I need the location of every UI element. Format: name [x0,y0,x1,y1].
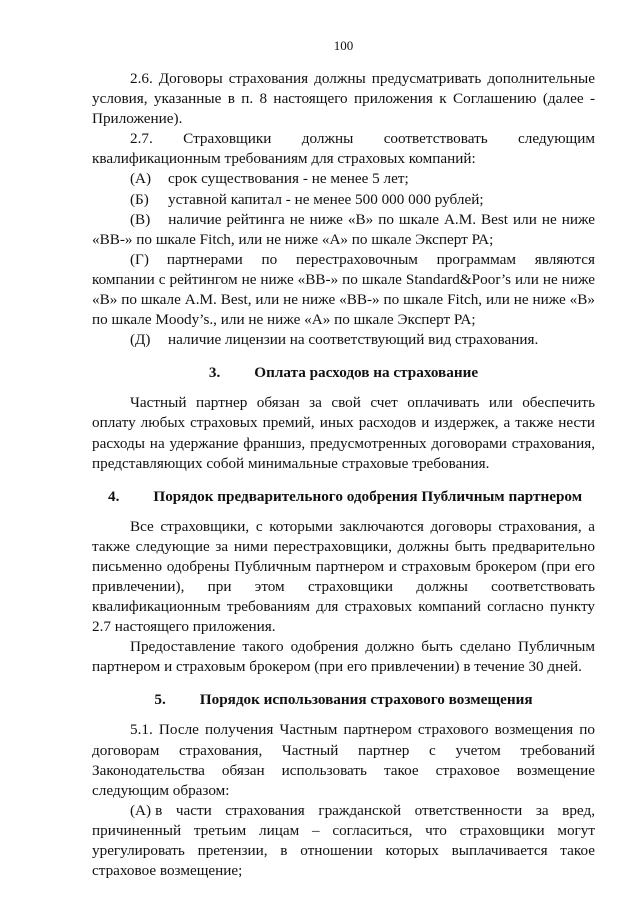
section-number: 4. [108,487,120,505]
section-3-paragraph: Частный партнер обязан за свой счет оплачивать или обеспечить оплату любых страховых премий, иных расходов и издержек, а также нести расходы на удержание франшиз, предусмотренных договорами страхования, представляющих собой минимальные страховые требования. [92,394,595,472]
paragraph-2-7: 2.7. Страховщики должны соответствовать следующим квалификационным требованиям для страховых компаний: [92,130,595,168]
page-content [92,69,595,881]
list-item-b [92,190,595,210]
section-title: Оплата расходов на страхование [254,364,479,382]
list-item-marker: (А) [130,801,152,819]
section-5-item-a [92,801,595,881]
section-title: Порядок предварительного одобрения Публичным партнером [153,487,583,505]
list-item-text: партнерами по перестраховочным программам являются компании с рейтингом не ниже «BB-» по шкале Standard&Poor’s или не ниже «B» по шкале A.M. Best, или не ниже «BB-» по шкале Fitch, или не ниже «B» по шкале Moody’s., или не ниже «А» по шкале Эксперт РА; [92,250,596,329]
section-4-paragraph-1: Все страховщики, с которыми заключаются договоры страхования, а также следующие за ними перестраховщики, должны быть предварительно письменно одобрены Публичным партнером и страховым брокером (при его привлечении), при этом страховщики должны соответствовать квалификационным требованиям для страховых компаний согласно пункту 2.7 настоящего приложения. [92,517,595,636]
list-item-text: уставной капитал - не менее 500 000 000 рублей; [168,190,484,208]
section-4-heading [92,487,595,507]
document-page [92,0,595,905]
list-item-g [92,250,595,330]
list-item-a [92,169,595,189]
section-title: Порядок использования страхового возмещения [199,691,533,709]
list-item-marker: (Д) [130,331,151,349]
paragraph-2-6: 2.6. Договоры страхования должны предусматривать дополнительные условия, указанные в п. 8 настоящего приложения к Соглашению (далее - Приложение). [92,70,595,128]
section-5-paragraph-1: 5.1. После получения Частным партнером страхового возмещения по договорам страхования, Частный партнер с учетом требований Законодательства обязан использовать такое страховое возмещение следующим образом: [92,721,595,799]
list-item-text: срок существования - не менее 5 лет; [168,170,409,188]
section-5-heading [92,690,595,710]
list-item-text: наличие лицензии на соответствующий вид страхования. [168,331,539,349]
section-number: 5. [154,691,166,709]
section-number: 3. [208,364,221,382]
list-item-marker: (А) [130,170,152,188]
list-item-text: в части страхования гражданской ответственности за вред, причиненный третьим лицам – согласиться, что страховщики могут урегулировать претензии, в отношении которых выплачивается такое страховое возмещение; [92,801,595,880]
list-item-marker: (Г) [130,250,149,268]
list-item-marker: (Б) [130,190,149,208]
section-3-heading [92,363,595,383]
page-number: 100 [333,38,354,53]
list-item-marker: (В) [130,210,151,228]
section-4-paragraph-2: Предоставление такого одобрения должно быть сделано Публичным партнером и страховым брокером (при его привлечении) в течение 30 дней. [92,638,595,676]
list-item-d [92,330,595,350]
list-item-text: наличие рейтинга не ниже «B» по шкале A.M. Best или не ниже «BB-» по шкале Fitch, или не ниже «А» по шкале Эксперт РА; [92,210,595,248]
list-item-v [92,210,595,250]
